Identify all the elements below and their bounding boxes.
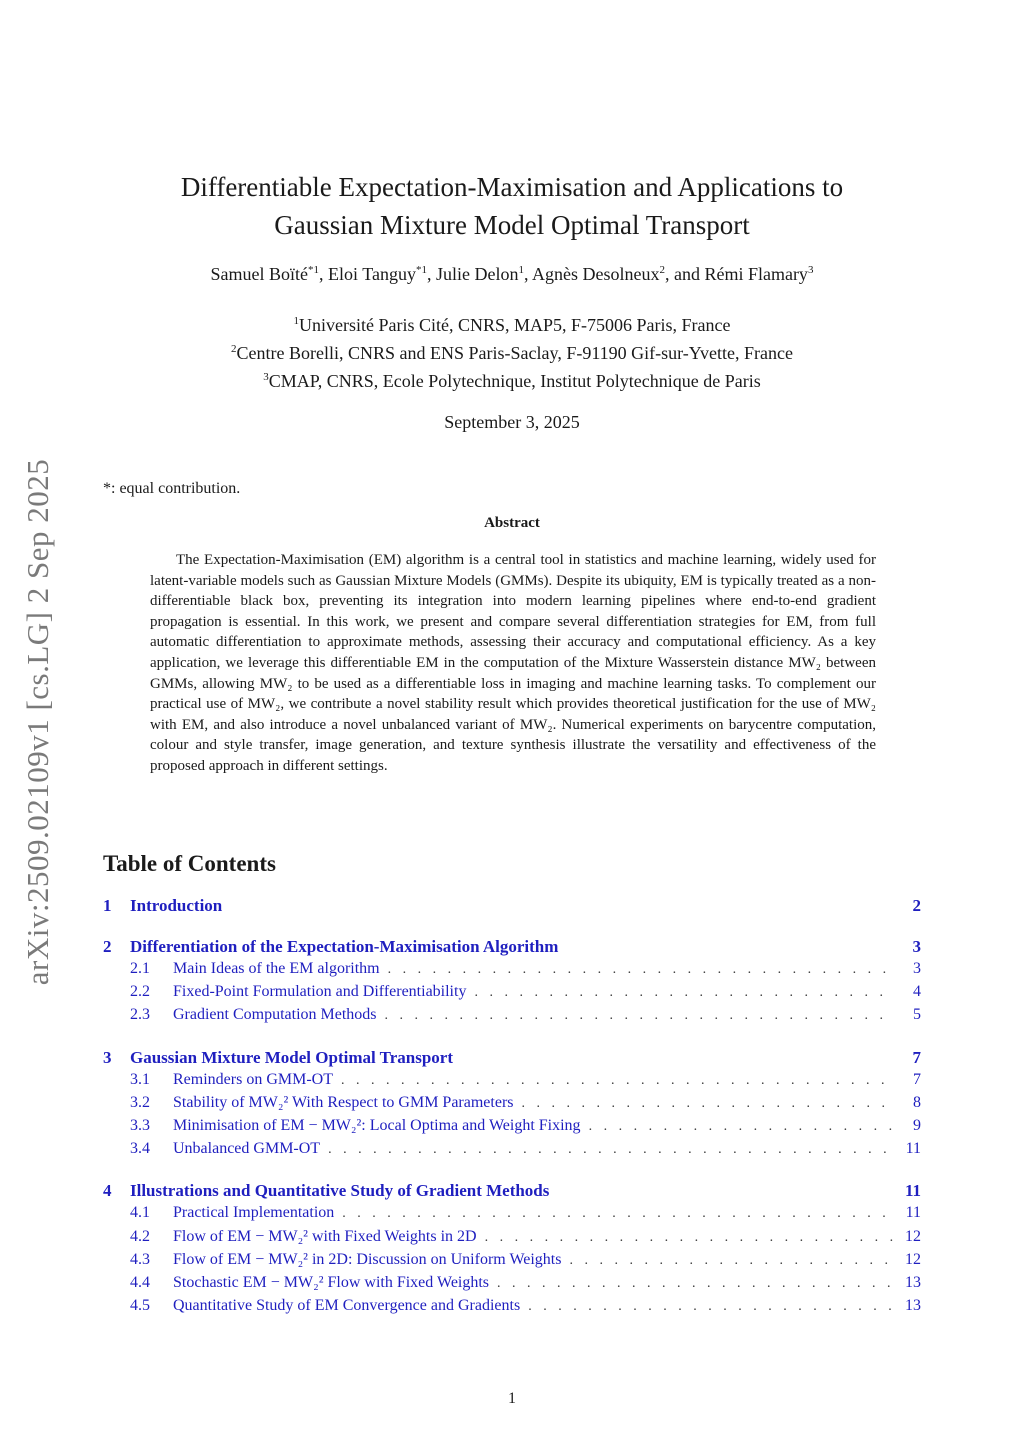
toc-section-label[interactable]: Illustrations and Quantitative Study of Gradient Methods [130, 1181, 550, 1201]
affiliation-text: CMAP, CNRS, Ecole Polytechnique, Institut Polytechnique de Paris [268, 371, 761, 391]
toc-subsection-label[interactable]: Flow of EM − MW₂² in 2D: Discussion on Uniform Weights [173, 1250, 562, 1268]
toc-subsection-3.1[interactable] [103, 1071, 921, 1094]
toc-subsection-number: 3.1 [130, 1070, 150, 1088]
toc-subsection-page[interactable]: 7 [913, 1070, 921, 1088]
toc-section-number: 1 [103, 896, 112, 915]
toc-gap [103, 1163, 921, 1181]
toc-subsection-page[interactable]: 11 [905, 1140, 921, 1158]
toc-dot-leader [388, 962, 895, 978]
arxiv-side-stamp: arXiv:2509.02109v1 [cs.LG] 2 Sep 2025 [20, 458, 55, 986]
toc-subsection-number: 3.3 [130, 1116, 150, 1134]
toc-subsection-number: 4.5 [130, 1297, 150, 1315]
toc-subsection-label[interactable]: Quantitative Study of EM Convergence and Gradients [173, 1297, 521, 1315]
toc-dot-leader [497, 1276, 895, 1292]
toc-subsection-label[interactable]: Fixed-Point Formulation and Differentiability [173, 983, 467, 1001]
author-affiliation-mark: 1 [518, 264, 524, 276]
toc-subsection-page[interactable]: 4 [913, 983, 921, 1001]
page-number: 1 [508, 1390, 516, 1407]
toc-section-page[interactable]: 11 [904, 1181, 921, 1201]
toc-dot-leader [589, 1119, 895, 1135]
toc-subsection-number: 2.1 [130, 960, 150, 977]
toc-section-label[interactable]: Differentiation of the Expectation-Maximisation Algorithm [130, 937, 559, 956]
toc-section-3[interactable] [103, 1048, 921, 1071]
toc-subsection-label[interactable]: Stability of MW₂² With Respect to GMM Parameters [173, 1093, 514, 1111]
paper-title [0, 168, 1024, 244]
toc-subsection-number: 2.2 [130, 983, 150, 1001]
toc-subsection-page[interactable]: 13 [905, 1273, 921, 1291]
toc-subsection-page[interactable]: 3 [913, 960, 921, 977]
toc-subsection-page[interactable]: 9 [913, 1116, 921, 1134]
equal-contribution-footnote: *: equal contribution. [103, 480, 241, 497]
toc-section-2[interactable] [103, 937, 921, 960]
affiliation-list [0, 309, 1024, 393]
toc-subsection-number: 2.3 [130, 1006, 150, 1024]
toc-section-number: 3 [103, 1047, 112, 1067]
author-name: Agnès Desolneux [531, 264, 660, 284]
toc-subsection-label[interactable]: Minimisation of EM − MW₂²: Local Optima and Weight Fixing [173, 1116, 581, 1134]
author-separator: , [319, 264, 329, 284]
toc-subsection-page[interactable]: 12 [905, 1250, 921, 1268]
toc-subsection-4.4[interactable] [103, 1274, 921, 1297]
toc-subsection-label[interactable]: Flow of EM − MW₂² with Fixed Weights in 2D [173, 1227, 477, 1245]
toc-subsection-number: 3.2 [130, 1093, 150, 1111]
toc-subsection-3.4[interactable] [103, 1140, 921, 1163]
author-separator: , and [664, 264, 705, 284]
title-line-1: Differentiable Expectation-Maximisation and Applications to [180, 172, 844, 202]
toc-subsection-number: 4.1 [130, 1204, 150, 1222]
toc-subsection-4.3[interactable] [103, 1251, 921, 1274]
author-name: Julie Delon [435, 264, 519, 284]
author-separator: , [426, 264, 436, 284]
toc-dot-leader [528, 1299, 895, 1315]
toc-dot-leader [342, 1206, 895, 1222]
toc-subsection-page[interactable]: 11 [905, 1204, 921, 1222]
toc-subsection-label[interactable]: Stochastic EM − MW₂² Flow with Fixed Weights [173, 1273, 490, 1291]
toc-section-4[interactable] [103, 1181, 921, 1204]
publication-date: September 3, 2025 [444, 412, 580, 432]
toc-gap [103, 1030, 921, 1048]
toc-subsection-3.3[interactable] [103, 1117, 921, 1140]
toc-dot-leader [485, 1230, 895, 1246]
toc-section-number: 4 [103, 1181, 112, 1201]
toc-subsection-page[interactable]: 12 [905, 1227, 921, 1245]
toc-dot-leader [341, 1073, 895, 1089]
author-affiliation-mark: 3 [807, 264, 814, 276]
author-affiliation-mark: *1 [415, 264, 427, 276]
toc-dot-leader [328, 1142, 895, 1158]
affiliation-mark: 1 [293, 315, 299, 327]
toc-gap [103, 919, 921, 937]
toc-subsection-4.1[interactable] [103, 1204, 921, 1227]
toc-subsection-label[interactable]: Practical Implementation [173, 1204, 335, 1222]
toc-subsection-number: 3.4 [130, 1140, 150, 1158]
affiliation-text: Université Paris Cité, CNRS, MAP5, F-75006 Paris, France [299, 315, 731, 335]
abstract-body: The Expectation-Maximisation (EM) algorithm is a central tool in statistics and machine learning, widely used for latent-variable models such as Gaussian Mixture Models (GMMs). Despite its ubiquity, EM is typically treated as a non-differentiable black box, preventing its integration into modern learning pipelines where end-to-end gradient propagation is essential. In this work, we present and compare several differentiation strategies for EM, from full automatic differentiation to approximate methods, assessing their accuracy and computational efficiency. As a key application, we leverage this differentiable EM in the computation of the Mixture Wasserstein distance MW₂ between GMMs, allowing MW₂ to be used as a differentiable loss in imaging and machine learning tasks. To complement our practical use of MW₂, we contribute a novel stability result which provides theoretical justification for the use of MW₂ with EM, and also introduce a novel unbalanced variant of MW₂. Numerical experiments on barycentre computation, colour and style transfer, image generation, and texture synthesis illustrate the versatility and effectiveness of the proposed approach in different settings. [150, 552, 876, 774]
toc-dot-leader [385, 1008, 895, 1024]
author-name: Rémi Flamary [704, 264, 808, 284]
affiliation-text: Centre Borelli, CNRS and ENS Paris-Saclay, F-91190 Gif-sur-Yvette, France [236, 343, 793, 363]
author-name: Eloi Tanguy [328, 264, 416, 284]
toc-subsection-number: 4.2 [130, 1227, 150, 1245]
toc-section-number: 2 [103, 937, 112, 956]
affiliation-mark: 2 [231, 343, 237, 355]
toc-title: Table of Contents [103, 851, 276, 876]
toc-section-page[interactable]: 3 [912, 937, 921, 956]
toc-dot-leader [522, 1096, 896, 1112]
toc-subsection-label[interactable]: Reminders on GMM-OT [173, 1070, 333, 1088]
toc-subsection-label[interactable]: Gradient Computation Methods [173, 1006, 377, 1024]
toc-subsection-number: 4.4 [130, 1273, 150, 1291]
toc-section-1[interactable] [103, 896, 921, 919]
toc-subsection-2.3[interactable] [103, 1006, 921, 1029]
toc-section-label[interactable]: Gaussian Mixture Model Optimal Transport [130, 1047, 454, 1067]
toc-subsection-number: 4.3 [130, 1250, 150, 1268]
toc-subsection-2.2[interactable] [103, 983, 921, 1006]
affiliation-line [0, 337, 1024, 365]
abstract-heading: Abstract [484, 515, 540, 531]
toc-subsection-page[interactable]: 13 [905, 1297, 921, 1315]
toc-section-page[interactable]: 7 [912, 1047, 921, 1067]
author-name: Samuel Boïté [210, 264, 309, 284]
toc-subsection-page[interactable]: 5 [913, 1006, 921, 1024]
author-affiliation-mark: 2 [659, 264, 665, 276]
toc-subsection-label[interactable]: Unbalanced GMM-OT [173, 1140, 321, 1158]
affiliation-mark: 3 [263, 371, 269, 383]
toc-subsection-3.2[interactable] [103, 1094, 921, 1117]
toc-subsection-2.1[interactable] [103, 960, 921, 983]
toc-subsection-page[interactable]: 8 [913, 1093, 921, 1111]
toc-subsection-4.5[interactable] [103, 1297, 921, 1320]
toc-subsection-label[interactable]: Main Ideas of the EM algorithm [173, 960, 380, 977]
author-affiliation-mark: *1 [308, 264, 320, 276]
toc-subsection-4.2[interactable] [103, 1228, 921, 1251]
toc-section-page[interactable]: 2 [912, 896, 921, 915]
toc-dot-leader [474, 985, 895, 1001]
title-line-2: Gaussian Mixture Model Optimal Transport [274, 210, 750, 240]
table-of-contents [103, 896, 921, 1320]
author-separator: , [523, 264, 532, 284]
toc-dot-leader [569, 1253, 895, 1269]
toc-section-label[interactable]: Introduction [130, 896, 223, 915]
author-list [0, 264, 1024, 285]
affiliation-line [0, 365, 1024, 393]
affiliation-line [0, 309, 1024, 337]
